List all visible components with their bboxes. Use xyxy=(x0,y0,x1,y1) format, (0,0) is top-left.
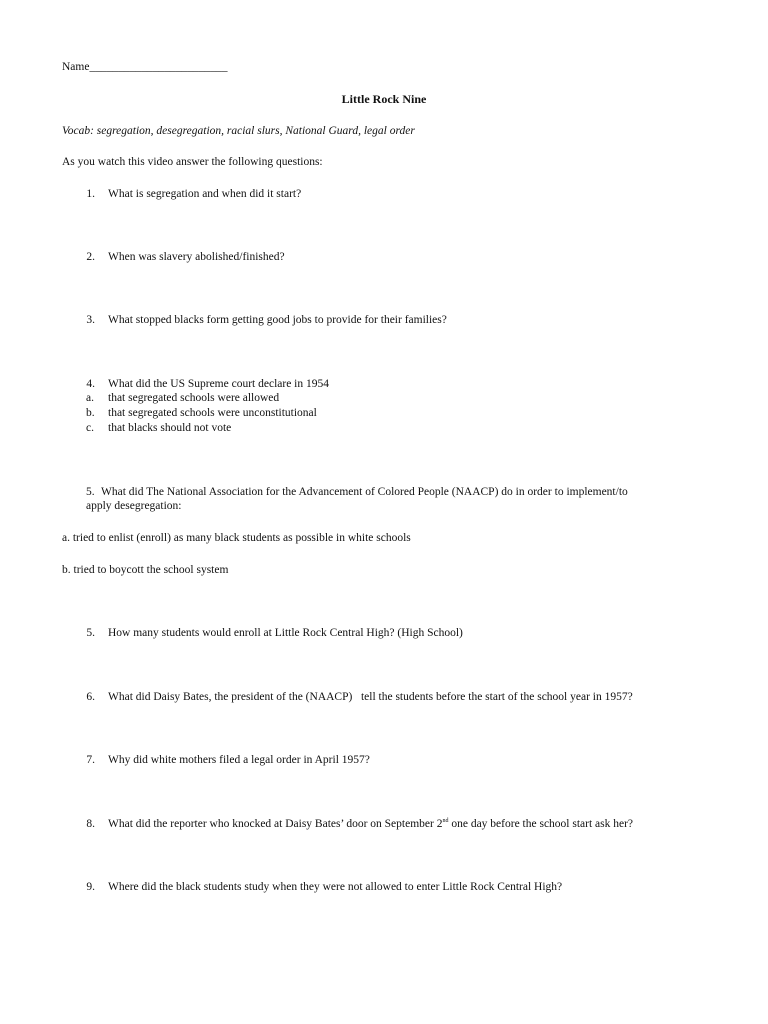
question-number: 1. xyxy=(86,188,95,200)
question-text: Why did white mothers filed a legal order in April 1957? xyxy=(108,754,370,766)
worksheet-title: Little Rock Nine xyxy=(341,92,427,106)
question-number: 3. xyxy=(86,314,95,326)
name-field: Name________________________ xyxy=(62,61,228,73)
question-text: What did Daisy Bates, the president of the (NAACP) tell the students before the start of the school year in 1957? xyxy=(108,691,633,703)
question-text xyxy=(108,817,633,831)
question-text-continued: apply desegregation: xyxy=(86,500,182,512)
option-letter: b. xyxy=(86,407,95,419)
option-text: that blacks should not vote xyxy=(108,422,232,434)
option-text: b. tried to boycott the school system xyxy=(62,564,229,576)
question-number: 9. xyxy=(86,881,95,893)
option-letter: a. xyxy=(86,392,94,404)
option-text: that segregated schools were unconstitutional xyxy=(108,407,317,419)
question-text-part: What did the reporter who knocked at Daisy Bates’ door on September 2 xyxy=(108,818,443,830)
question-text: What did the US Supreme court declare in 1954 xyxy=(108,378,329,390)
question-text: When was slavery abolished/finished? xyxy=(108,251,285,263)
question-text: Where did the black students study when they were not allowed to enter Little Rock Central High? xyxy=(108,881,563,893)
question-text: How many students would enroll at Little Rock Central High? (High School) xyxy=(108,627,463,639)
option-text: a. tried to enlist (enroll) as many black students as possible in white schools xyxy=(62,532,411,544)
question-number: 7. xyxy=(86,754,95,766)
ordinal-suffix: nd xyxy=(442,818,449,825)
question-number: 6. xyxy=(86,691,95,703)
instructions: As you watch this video answer the following questions: xyxy=(62,156,323,168)
question-text: What is segregation and when did it start? xyxy=(108,188,302,200)
option-letter: c. xyxy=(86,422,94,434)
question-text-part: one day before the school start ask her? xyxy=(448,818,634,830)
question-text: What stopped blacks form getting good jobs to provide for their families? xyxy=(108,314,447,326)
question-number: 4. xyxy=(86,378,95,390)
question-number: 8. xyxy=(86,818,95,830)
option-text: that segregated schools were allowed xyxy=(108,392,280,404)
question-text: What did The National Association for the Advancement of Colored People (NAACP) do in order to implement/to xyxy=(101,486,628,498)
question-number: 5. xyxy=(86,486,95,498)
question-number: 5. xyxy=(86,627,95,639)
question-number: 2. xyxy=(86,251,95,263)
vocab-line: Vocab: segregation, desegregation, racial slurs, National Guard, legal order xyxy=(62,125,415,137)
